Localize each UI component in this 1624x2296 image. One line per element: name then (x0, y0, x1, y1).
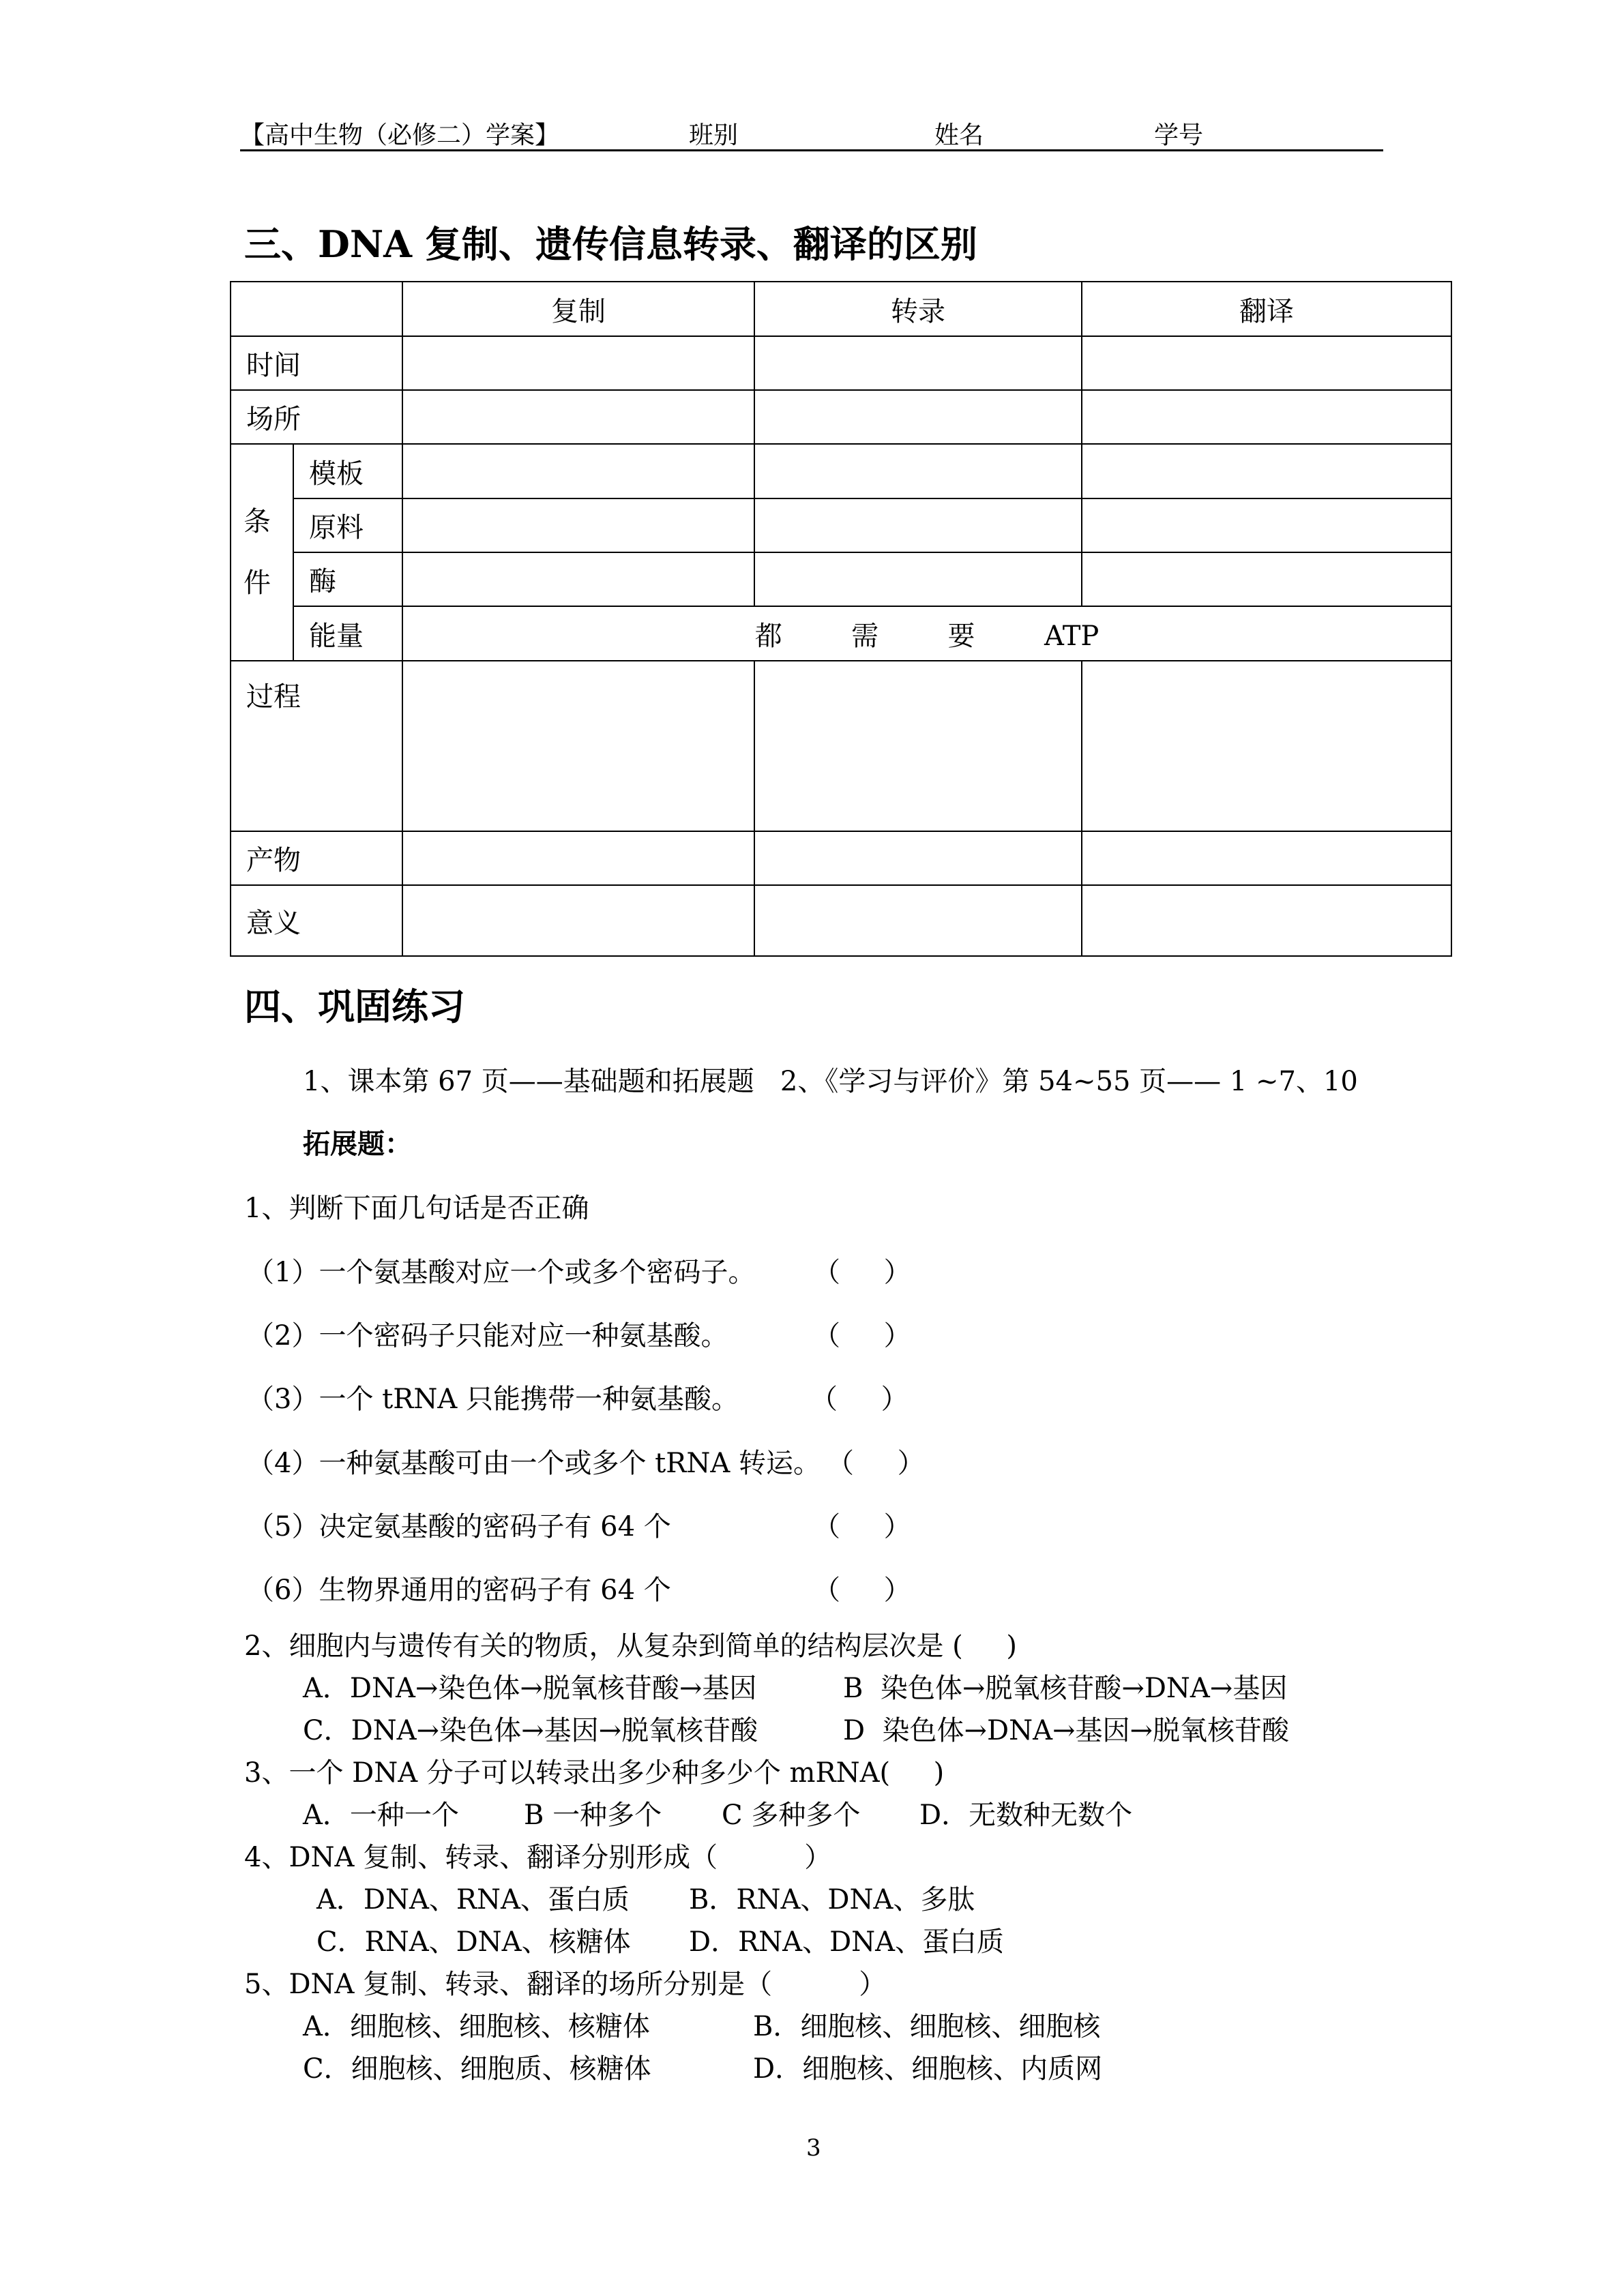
condition-label-char-1: 条 (243, 506, 271, 537)
row-label-condition-group (231, 444, 293, 661)
q3-option-c[interactable]: C 多种多个 (722, 1800, 861, 1831)
q5-option-a[interactable]: A．细胞核、细胞核、核糖体 (303, 2011, 650, 2042)
q4-option-d[interactable]: D．RNA、DNA、蛋白质 (689, 1926, 1005, 1958)
q3-option-a[interactable]: A．一种一个 (303, 1800, 459, 1831)
header-title: 【高中生物（必修二）学案】 (240, 121, 560, 149)
table-row (231, 498, 1451, 552)
row-label-material: 原料 (293, 498, 402, 552)
cell-place-replication[interactable] (402, 390, 754, 444)
cell-meaning-translation[interactable] (1082, 885, 1451, 956)
q1-item-4: （4）一种氨基酸可由一个或多个 tRNA 转运。 (247, 1448, 821, 1479)
cell-energy-value: 都 需 要 ATP (402, 606, 1451, 661)
cell-meaning-replication[interactable] (402, 885, 754, 956)
q1-blank-2[interactable]: （ ） (813, 1320, 911, 1352)
section4-title: 四、巩固练习 (244, 985, 465, 1028)
q5-option-d[interactable]: D．细胞核、细胞核、内质网 (753, 2053, 1103, 2085)
table-row (231, 606, 1451, 661)
q1-blank-1[interactable]: （ ） (813, 1257, 911, 1288)
comparison-table (230, 281, 1452, 957)
q1-item-1: （1）一个氨基酸对应一个或多个密码子。 (247, 1257, 756, 1288)
header-name-label: 姓名 (934, 121, 984, 149)
col-header-replication: 复制 (402, 282, 754, 336)
row-label-energy: 能量 (293, 606, 402, 661)
cell-material-replication[interactable] (402, 498, 754, 552)
table-row (231, 390, 1451, 444)
cell-process-transcription[interactable] (754, 661, 1082, 831)
table-row (231, 336, 1451, 390)
cell-time-replication[interactable] (402, 336, 754, 390)
row-label-product: 产物 (231, 831, 402, 885)
col-header-transcription: 转录 (754, 282, 1082, 336)
cell-enzyme-transcription[interactable] (754, 552, 1082, 606)
table-corner-cell (231, 282, 402, 336)
q3-stem: 3、一个 DNA 分子可以转录出多少种多少个 mRNA( ) (244, 1757, 945, 1789)
row-label-process: 过程 (231, 661, 402, 831)
q2-option-c[interactable]: C．DNA→染色体→基因→脱氧核苷酸 (303, 1715, 758, 1746)
q4-stem: 4、DNA 复制、转录、翻译分别形成（ ） (244, 1842, 832, 1873)
row-label-time: 时间 (231, 336, 402, 390)
header-id-label: 学号 (1154, 121, 1204, 149)
q5-option-b[interactable]: B．细胞核、细胞核、细胞核 (753, 2011, 1101, 2042)
col-header-translation: 翻译 (1082, 282, 1451, 336)
q1-blank-6[interactable]: （ ） (813, 1575, 911, 1606)
table-row (231, 661, 1451, 831)
page-number: 3 (806, 2134, 821, 2162)
cell-product-translation[interactable] (1082, 831, 1451, 885)
section3-title: 三、DNA 复制、遗传信息转录、翻译的区别 (244, 222, 977, 266)
cell-template-transcription[interactable] (754, 444, 1082, 498)
q5-option-c[interactable]: C．细胞核、细胞质、核糖体 (303, 2053, 651, 2085)
q2-option-b[interactable]: B 染色体→脱氧核苷酸→DNA→基因 (843, 1673, 1288, 1704)
table-header-row (231, 282, 1451, 336)
cell-enzyme-replication[interactable] (402, 552, 754, 606)
q1-blank-3[interactable]: （ ） (810, 1384, 909, 1415)
row-label-template: 模板 (293, 444, 402, 498)
cell-process-translation[interactable] (1082, 661, 1451, 831)
cell-meaning-transcription[interactable] (754, 885, 1082, 956)
q5-stem: 5、DNA 复制、转录、翻译的场所分别是（ ） (244, 1969, 887, 2000)
cell-material-translation[interactable] (1082, 498, 1451, 552)
q3-option-d[interactable]: D．无数种无数个 (919, 1800, 1133, 1831)
cell-product-transcription[interactable] (754, 831, 1082, 885)
q4-option-b[interactable]: B．RNA、DNA、多肽 (689, 1884, 975, 1915)
cell-product-replication[interactable] (402, 831, 754, 885)
table-row (231, 885, 1451, 956)
q1-item-3: （3）一个 tRNA 只能携带一种氨基酸。 (247, 1384, 739, 1415)
q4-option-a[interactable]: A．DNA、RNA、蛋白质 (316, 1884, 630, 1915)
cell-material-transcription[interactable] (754, 498, 1082, 552)
q1-item-6: （6）生物界通用的密码子有 64 个 (247, 1575, 671, 1606)
cell-process-replication[interactable] (402, 661, 754, 831)
q2-option-a[interactable]: A．DNA→染色体→脱氧核苷酸→基因 (303, 1673, 757, 1704)
q1-blank-4[interactable]: （ ） (827, 1448, 925, 1479)
cell-template-replication[interactable] (402, 444, 754, 498)
q1-item-2: （2）一个密码子只能对应一种氨基酸。 (247, 1320, 728, 1352)
q4-option-c[interactable]: C．RNA、DNA、核糖体 (316, 1926, 631, 1958)
row-label-meaning: 意义 (231, 885, 402, 956)
q1-stem: 1、判断下面几句话是否正确 (244, 1193, 589, 1224)
table-row (231, 552, 1451, 606)
table-row (231, 444, 1451, 498)
extension-label: 拓展题： (303, 1128, 412, 1160)
condition-label-char-2: 件 (243, 567, 271, 599)
assignment-line: 1、课本第 67 页——基础题和拓展题 2、《学习与评价》第 54~55 页—— 1 ~7、10 (303, 1066, 1358, 1097)
cell-time-transcription[interactable] (754, 336, 1082, 390)
q2-option-d[interactable]: D 染色体→DNA→基因→脱氧核苷酸 (843, 1715, 1290, 1746)
cell-time-translation[interactable] (1082, 336, 1451, 390)
cell-place-translation[interactable] (1082, 390, 1451, 444)
q3-option-b[interactable]: B 一种多个 (524, 1800, 662, 1831)
cell-template-translation[interactable] (1082, 444, 1451, 498)
cell-enzyme-translation[interactable] (1082, 552, 1451, 606)
q1-blank-5[interactable]: （ ） (813, 1511, 911, 1542)
q1-item-5: （5）决定氨基酸的密码子有 64 个 (247, 1511, 671, 1542)
table-row (231, 831, 1451, 885)
header-class-label: 班别 (689, 121, 739, 149)
header-rule (240, 149, 1383, 151)
row-label-enzyme: 酶 (293, 552, 402, 606)
cell-place-transcription[interactable] (754, 390, 1082, 444)
row-label-place: 场所 (231, 390, 402, 444)
q2-stem: 2、细胞内与遗传有关的物质，从复杂到简单的结构层次是 ( ) (244, 1630, 1017, 1662)
